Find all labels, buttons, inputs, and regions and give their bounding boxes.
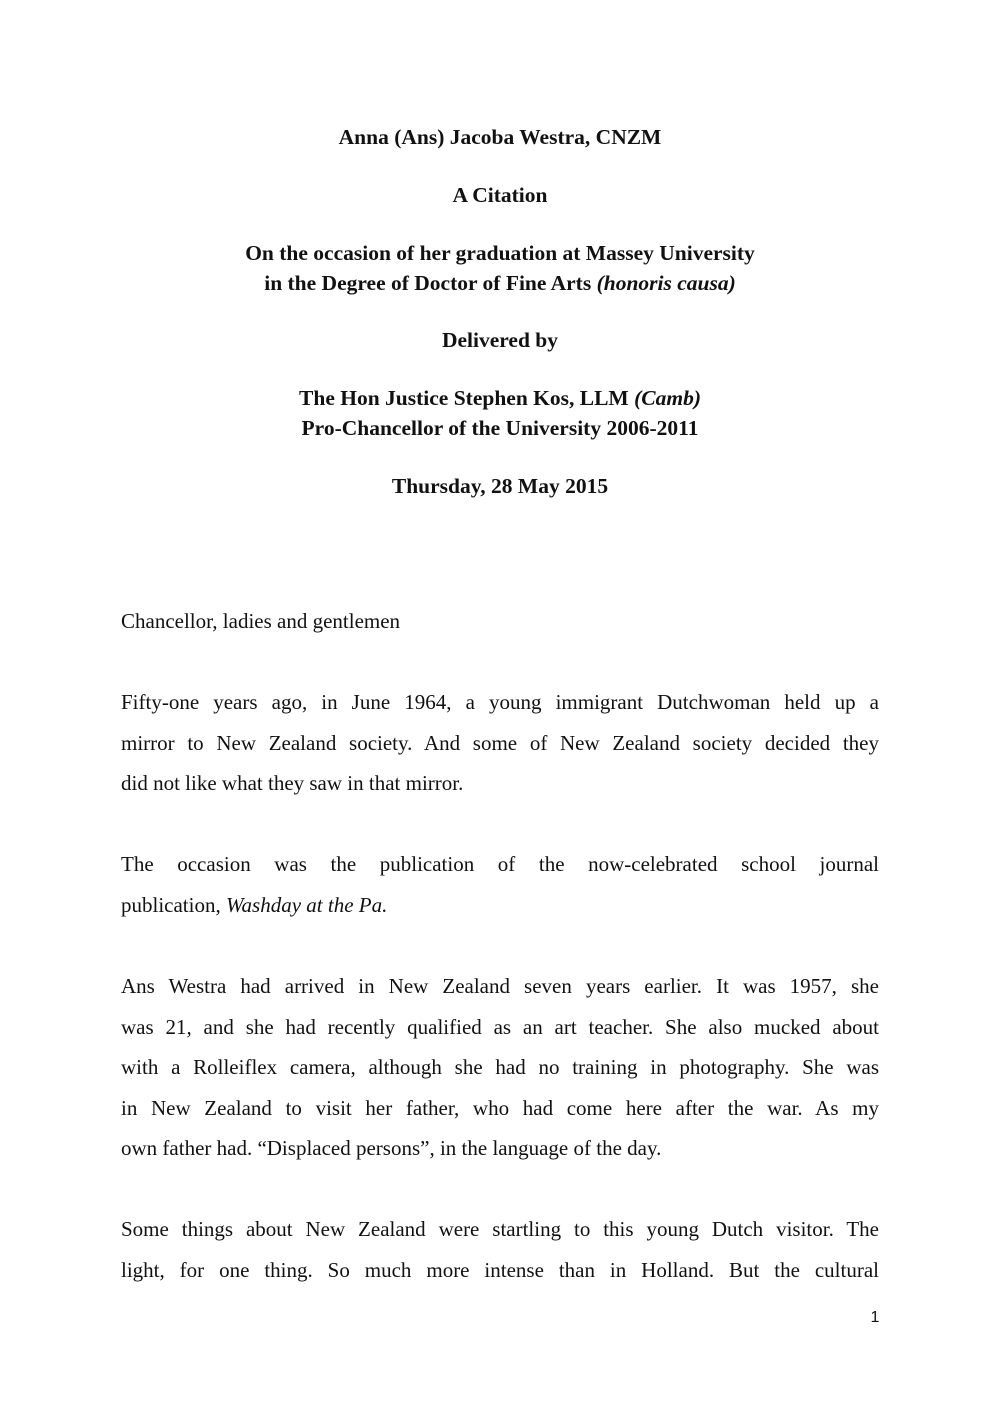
publication-title: Washday at the Pa. [225, 892, 388, 917]
salutation-text: Chancellor, ladies and gentlemen [121, 609, 401, 633]
paragraph-3-line-2: was 21, and she had recently qualified as an art teacher. She also mucked about [121, 1014, 879, 1039]
occasion-line-1: On the occasion of her graduation at Massey University [245, 241, 755, 265]
document-type: A Citation [452, 183, 548, 207]
paragraph-2-line-2-start: publication, [121, 892, 226, 917]
paragraph-3-line-5: own father had. “Displaced persons”, in the language of the day. [121, 1136, 662, 1160]
paragraph-4 [121, 1209, 879, 1290]
paragraph-1-line-1: Fifty-one years ago, in June 1964, a young immigrant Dutchwoman held up a [121, 690, 879, 714]
speaker-name-line [0, 383, 1000, 413]
paragraph-3 [121, 966, 879, 1169]
paragraph-1-line-3: did not like what they saw in that mirror. [121, 771, 464, 795]
paragraph-2-line-1: The occasion was the publication of the now-celebrated school journal [121, 852, 879, 876]
page-number: 1 [870, 1309, 880, 1326]
paragraph-2-line-2 [121, 885, 879, 926]
paragraph-1 [121, 682, 879, 804]
salutation [121, 601, 879, 642]
speaker-qualification: (Camb) [634, 386, 701, 410]
paragraph-4-line-1: Some things about New Zealand were startling to this young Dutch visitor. The [121, 1217, 879, 1241]
speaker-name: The Hon Justice Stephen Kos, LLM [299, 386, 635, 410]
paragraph-2 [121, 844, 879, 925]
honoree-name: Anna (Ans) Jacoba Westra, CNZM [338, 125, 662, 149]
occasion-honoris-causa: (honoris causa) [596, 271, 736, 295]
paragraph-4-line-2: light, for one thing. So much more intense than in Holland. But the cultural [121, 1257, 879, 1282]
delivered-by-label: Delivered by [441, 328, 559, 352]
paragraph-3-line-4: in New Zealand to visit her father, who had come here after the war. As my [121, 1095, 879, 1120]
speaker-role: Pro-Chancellor of the University 2006-2011 [301, 416, 699, 440]
paragraph-3-line-1: Ans Westra had arrived in New Zealand seven years earlier. It was 1957, she [121, 974, 879, 998]
occasion-line-2 [0, 268, 1000, 298]
occasion-degree: in the Degree of Doctor of Fine Arts [264, 271, 597, 295]
paragraph-1-line-2: mirror to New Zealand society. And some of New Zealand society decided they [121, 730, 879, 755]
paragraph-3-line-3: with a Rolleiflex camera, although she had no training in photography. She was [121, 1055, 879, 1079]
citation-date: Thursday, 28 May 2015 [391, 474, 609, 498]
